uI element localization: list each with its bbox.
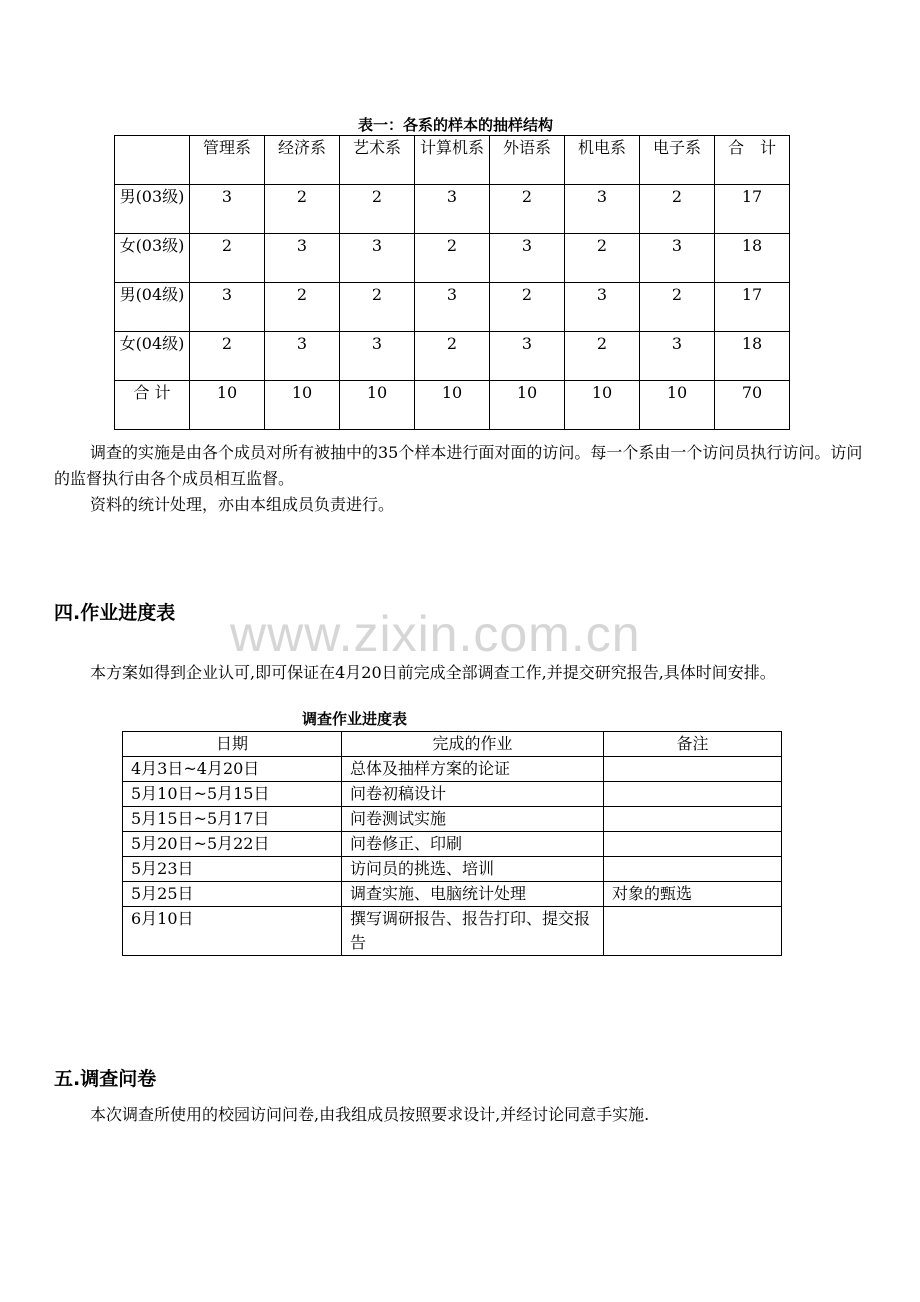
column-header: 完成的作业 [342,732,604,757]
table-cell: 撰写调研报告、报告打印、提交报告 [342,907,604,956]
table-cell: 10 [640,381,715,430]
paragraph-implementation: 调查的实施是由各个成员对所有被抽中的35个样本进行面对面的访问。每一个系由一个访问员执行访问。访问的监督执行由各个成员相互监督。 [54,443,863,488]
table-row [123,882,782,907]
table-row [115,283,790,332]
table-cell: 3 [640,234,715,283]
table-cell: 2 [640,283,715,332]
table-cell: 3 [565,283,640,332]
table-cell: 5月23日 [123,857,342,882]
table-cell: 问卷测试实施 [342,807,604,832]
column-header: 机电系 [565,136,640,185]
table-cell [604,832,782,857]
column-header: 计算机系 [415,136,490,185]
table-cell: 17 [715,185,790,234]
table-row [123,832,782,857]
table-cell: 女(03级) [115,234,190,283]
table-cell: 5月25日 [123,882,342,907]
table-cell: 3 [565,185,640,234]
table-cell: 2 [265,185,340,234]
table-cell [604,782,782,807]
section-4-paragraph: 本方案如得到企业认可,即可保证在4月20日前完成全部调查工作,并提交研究报告,具体时间安排。 [90,663,776,682]
table-row [123,807,782,832]
table-cell: 5月20日~5月22日 [123,832,342,857]
table-cell: 10 [190,381,265,430]
table-cell: 总体及抽样方案的论证 [342,757,604,782]
table-cell: 17 [715,283,790,332]
table-cell: 3 [190,283,265,332]
table-cell: 2 [490,185,565,234]
table-cell: 4月3日~4月20日 [123,757,342,782]
table-cell: 3 [340,234,415,283]
table-cell: 3 [415,283,490,332]
table-row [123,907,782,956]
table-cell: 2 [415,234,490,283]
table-cell: 问卷修正、印刷 [342,832,604,857]
table-cell: 对象的甄选 [604,882,782,907]
table-cell: 问卷初稿设计 [342,782,604,807]
table-cell: 10 [565,381,640,430]
watermark: www.zixin.com.cn [230,606,641,662]
table-cell: 10 [490,381,565,430]
table-cell: 2 [640,185,715,234]
column-header: 艺术系 [340,136,415,185]
section-5-paragraph: 本次调查所使用的校园访问问卷,由我组成员按照要求设计,并经讨论同意手实施. [90,1105,650,1124]
table-cell: 男(04级) [115,283,190,332]
table-cell [604,857,782,882]
table-cell: 6月10日 [123,907,342,956]
table-row [123,857,782,882]
table-cell: 3 [265,332,340,381]
table-cell: 2 [190,332,265,381]
table-row [115,332,790,381]
table-row [123,757,782,782]
table-cell: 3 [640,332,715,381]
table-cell: 10 [265,381,340,430]
table-cell: 3 [415,185,490,234]
column-header: 合 计 [715,136,790,185]
table-cell: 2 [415,332,490,381]
table-cell: 18 [715,234,790,283]
table-header-row [115,136,790,185]
table-cell: 3 [490,234,565,283]
table-cell: 女(04级) [115,332,190,381]
table-cell: 2 [265,283,340,332]
table-cell: 访问员的挑选、培训 [342,857,604,882]
sampling-structure-table [114,135,790,430]
column-header: 日期 [123,732,342,757]
table-row [115,381,790,430]
table-cell: 2 [565,234,640,283]
table-cell: 3 [490,332,565,381]
table-cell: 合 计 [115,381,190,430]
section-5-heading: 五.调查问卷 [54,1068,157,1090]
table-cell [604,757,782,782]
table-row [123,782,782,807]
table-cell: 3 [265,234,340,283]
table-cell: 2 [340,283,415,332]
table-cell: 5月10日~5月15日 [123,782,342,807]
section-4-heading: 四.作业进度表 [54,602,176,624]
table-cell [604,807,782,832]
paragraph-data-processing: 资料的统计处理，亦由本组成员负责进行。 [90,495,395,514]
table-cell: 18 [715,332,790,381]
table2-caption: 调查作业进度表 [302,710,408,728]
column-header: 备注 [604,732,782,757]
table-cell: 70 [715,381,790,430]
column-header: 管理系 [190,136,265,185]
table-cell: 10 [415,381,490,430]
table-cell: 10 [340,381,415,430]
table-cell: 2 [340,185,415,234]
table-header-row [123,732,782,757]
table-cell: 调查实施、电脑统计处理 [342,882,604,907]
table-cell: 2 [490,283,565,332]
table-cell [604,907,782,956]
column-header: 经济系 [265,136,340,185]
table-row [115,234,790,283]
table-cell: 2 [190,234,265,283]
table-cell: 2 [565,332,640,381]
schedule-table [122,731,782,956]
table1-caption: 表一：各系的样本的抽样结构 [358,116,554,134]
table-cell: 3 [340,332,415,381]
table-cell: 5月15日~5月17日 [123,807,342,832]
column-header: 外语系 [490,136,565,185]
column-header [115,136,190,185]
table-cell: 3 [190,185,265,234]
table-row [115,185,790,234]
column-header: 电子系 [640,136,715,185]
table-cell: 男(03级) [115,185,190,234]
